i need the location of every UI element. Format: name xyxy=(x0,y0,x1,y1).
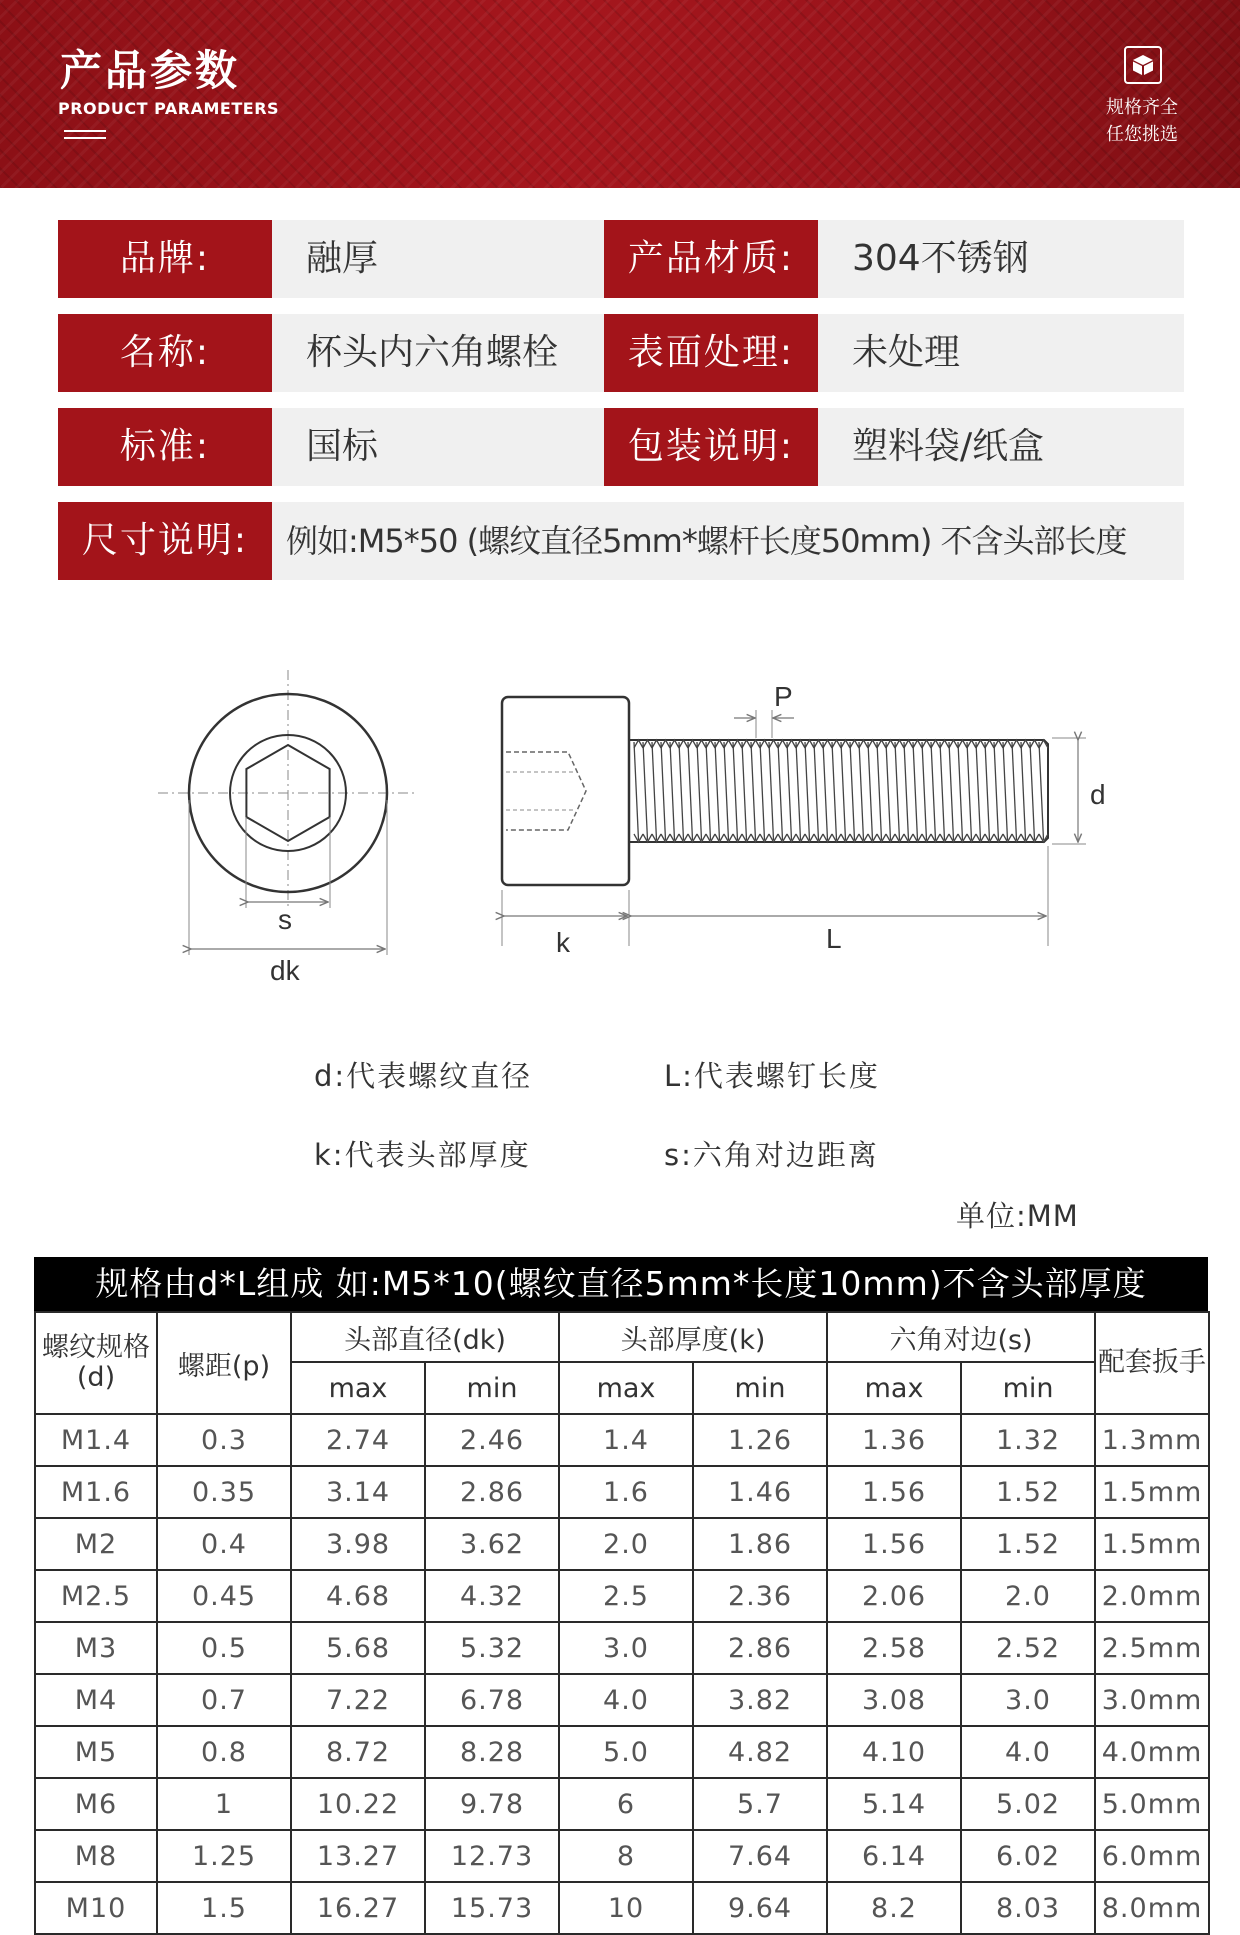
cell-thread: M4 xyxy=(35,1674,157,1726)
cell-head-thick-min: 3.82 xyxy=(693,1674,827,1726)
header-hex: 六角对边(s) xyxy=(827,1312,1095,1362)
cell-hex-max: 2.06 xyxy=(827,1570,961,1622)
cell-head-dia-max: 2.74 xyxy=(291,1414,425,1466)
packing-label: 包装说明: xyxy=(604,408,818,486)
legend-s: s:六角对边距离 xyxy=(664,1138,879,1172)
cell-head-thick-max: 5.0 xyxy=(559,1726,693,1778)
cell-hex-max: 1.56 xyxy=(827,1518,961,1570)
menu-lines-icon xyxy=(64,130,106,144)
cell-head-thick-max: 4.0 xyxy=(559,1674,693,1726)
label-P: P xyxy=(774,681,793,712)
cell-pitch: 0.45 xyxy=(157,1570,291,1622)
cell-head-thick-max: 10 xyxy=(559,1882,693,1934)
cube-icon xyxy=(1124,46,1162,84)
slogan: 规格齐全 任您挑选 xyxy=(1106,97,1178,145)
cell-wrench: 4.0mm xyxy=(1095,1726,1209,1778)
cell-hex-max: 6.14 xyxy=(827,1830,961,1882)
spec-table xyxy=(34,1311,1210,1935)
cell-pitch: 1.25 xyxy=(157,1830,291,1882)
cell-head-thick-min: 1.46 xyxy=(693,1466,827,1518)
cell-hex-min: 3.0 xyxy=(961,1674,1095,1726)
label-k: k xyxy=(556,927,570,958)
cell-thread: M5 xyxy=(35,1726,157,1778)
header-min: min xyxy=(693,1362,827,1414)
cell-head-thick-max: 6 xyxy=(559,1778,693,1830)
header-max: max xyxy=(559,1362,693,1414)
cell-hex-max: 8.2 xyxy=(827,1882,961,1934)
brand-value: 融厚 xyxy=(272,220,664,298)
legend-k: k:代表头部厚度 xyxy=(314,1138,531,1172)
cell-head-thick-max: 1.6 xyxy=(559,1466,693,1518)
bolt-side-view xyxy=(502,681,1106,958)
cell-wrench: 8.0mm xyxy=(1095,1882,1209,1934)
cell-hex-min: 2.0 xyxy=(961,1570,1095,1622)
header-max: max xyxy=(827,1362,961,1414)
material-label: 产品材质: xyxy=(604,220,818,298)
cell-head-dia-max: 16.27 xyxy=(291,1882,425,1934)
standard-label: 标准: xyxy=(58,408,272,486)
label-L: L xyxy=(826,923,842,954)
cell-pitch: 1 xyxy=(157,1778,291,1830)
cell-head-thick-min: 1.86 xyxy=(693,1518,827,1570)
packing-value: 塑料袋/纸盒 xyxy=(818,408,1184,486)
table-row xyxy=(35,1414,1209,1466)
cell-thread: M1.4 xyxy=(35,1414,157,1466)
cell-hex-max: 4.10 xyxy=(827,1726,961,1778)
cell-hex-min: 2.52 xyxy=(961,1622,1095,1674)
cell-head-thick-max: 8 xyxy=(559,1830,693,1882)
cell-wrench: 3.0mm xyxy=(1095,1674,1209,1726)
cell-hex-min: 5.02 xyxy=(961,1778,1095,1830)
cell-thread: M2 xyxy=(35,1518,157,1570)
cell-head-dia-min: 4.32 xyxy=(425,1570,559,1622)
cell-head-dia-max: 4.68 xyxy=(291,1570,425,1622)
table-row xyxy=(35,1882,1209,1934)
material-value: 304不锈钢 xyxy=(818,220,1184,298)
cell-head-thick-max: 1.4 xyxy=(559,1414,693,1466)
cell-wrench: 6.0mm xyxy=(1095,1830,1209,1882)
label-dk: dk xyxy=(270,955,300,986)
cell-wrench: 2.0mm xyxy=(1095,1570,1209,1622)
cell-pitch: 1.5 xyxy=(157,1882,291,1934)
table-caption: 规格由d*L组成 如:M5*10(螺纹直径5mm*长度10mm)不含头部厚度 xyxy=(34,1257,1208,1311)
legend-d: d:代表螺纹直径 xyxy=(314,1059,533,1093)
label-s: s xyxy=(278,904,292,935)
cell-wrench: 2.5mm xyxy=(1095,1622,1209,1674)
cell-head-dia-max: 10.22 xyxy=(291,1778,425,1830)
cell-hex-min: 6.02 xyxy=(961,1830,1095,1882)
header-head-dia: 头部直径(dk) xyxy=(291,1312,559,1362)
legend-L: L:代表螺钉长度 xyxy=(664,1059,880,1093)
cell-head-thick-min: 7.64 xyxy=(693,1830,827,1882)
cell-hex-min: 1.52 xyxy=(961,1466,1095,1518)
table-row xyxy=(35,1622,1209,1674)
cell-head-dia-min: 12.73 xyxy=(425,1830,559,1882)
head-top-view xyxy=(158,670,416,986)
cell-head-thick-min: 9.64 xyxy=(693,1882,827,1934)
cell-head-thick-min: 5.7 xyxy=(693,1778,827,1830)
cell-pitch: 0.8 xyxy=(157,1726,291,1778)
size-value: 例如:M5*50 (螺纹直径5mm*螺杆长度50mm) 不含头部长度 xyxy=(272,502,1184,580)
cell-hex-max: 1.36 xyxy=(827,1414,961,1466)
header-min: min xyxy=(961,1362,1095,1414)
header-wrench: 配套扳手 xyxy=(1095,1312,1209,1414)
brand-label: 品牌: xyxy=(58,220,272,298)
cell-thread: M6 xyxy=(35,1778,157,1830)
cell-pitch: 0.4 xyxy=(157,1518,291,1570)
cell-head-dia-min: 6.78 xyxy=(425,1674,559,1726)
cell-head-dia-min: 2.86 xyxy=(425,1466,559,1518)
cell-hex-min: 1.32 xyxy=(961,1414,1095,1466)
table-row xyxy=(35,1674,1209,1726)
cell-head-dia-min: 2.46 xyxy=(425,1414,559,1466)
bolt-dimension-diagram xyxy=(0,640,1240,1000)
header-pitch: 螺距(p) xyxy=(157,1312,291,1414)
cell-pitch: 0.35 xyxy=(157,1466,291,1518)
table-row xyxy=(35,1830,1209,1882)
cell-head-dia-max: 5.68 xyxy=(291,1622,425,1674)
header-head-thick: 头部厚度(k) xyxy=(559,1312,827,1362)
cell-head-thick-max: 2.5 xyxy=(559,1570,693,1622)
cell-hex-min: 8.03 xyxy=(961,1882,1095,1934)
table-row xyxy=(35,1570,1209,1622)
header-banner xyxy=(0,0,1240,188)
cell-head-dia-max: 13.27 xyxy=(291,1830,425,1882)
cell-head-thick-min: 4.82 xyxy=(693,1726,827,1778)
table-row xyxy=(35,1466,1209,1518)
cell-head-thick-min: 2.36 xyxy=(693,1570,827,1622)
cell-thread: M10 xyxy=(35,1882,157,1934)
cell-pitch: 0.3 xyxy=(157,1414,291,1466)
header-thread: 螺纹规格(d) xyxy=(35,1312,157,1414)
cell-head-dia-min: 5.32 xyxy=(425,1622,559,1674)
cell-head-thick-max: 2.0 xyxy=(559,1518,693,1570)
cell-head-dia-min: 15.73 xyxy=(425,1882,559,1934)
cell-wrench: 1.5mm xyxy=(1095,1466,1209,1518)
cell-head-thick-max: 3.0 xyxy=(559,1622,693,1674)
header-max: max xyxy=(291,1362,425,1414)
cell-head-dia-min: 8.28 xyxy=(425,1726,559,1778)
surface-value: 未处理 xyxy=(818,314,1184,392)
cell-head-dia-max: 7.22 xyxy=(291,1674,425,1726)
cell-pitch: 0.7 xyxy=(157,1674,291,1726)
cell-pitch: 0.5 xyxy=(157,1622,291,1674)
cell-head-dia-min: 3.62 xyxy=(425,1518,559,1570)
page-title: 产品参数 xyxy=(60,46,241,95)
cell-head-dia-max: 3.14 xyxy=(291,1466,425,1518)
surface-label: 表面处理: xyxy=(604,314,818,392)
unit-label: 单位:MM xyxy=(956,1199,1079,1233)
table-row xyxy=(35,1726,1209,1778)
cell-wrench: 1.5mm xyxy=(1095,1518,1209,1570)
cell-thread: M8 xyxy=(35,1830,157,1882)
cell-hex-max: 5.14 xyxy=(827,1778,961,1830)
name-label: 名称: xyxy=(58,314,272,392)
cell-thread: M2.5 xyxy=(35,1570,157,1622)
header-min: min xyxy=(425,1362,559,1414)
standard-value: 国标 xyxy=(272,408,604,486)
name-value: 杯头内六角螺栓 xyxy=(272,314,604,392)
cell-hex-max: 1.56 xyxy=(827,1466,961,1518)
cell-head-dia-max: 8.72 xyxy=(291,1726,425,1778)
table-row xyxy=(35,1778,1209,1830)
size-label: 尺寸说明: xyxy=(58,502,272,580)
cell-hex-min: 1.52 xyxy=(961,1518,1095,1570)
cell-head-thick-min: 1.26 xyxy=(693,1414,827,1466)
cell-thread: M3 xyxy=(35,1622,157,1674)
page-subtitle: PRODUCT PARAMETERS xyxy=(58,99,280,118)
label-d: d xyxy=(1090,779,1106,810)
cell-head-thick-min: 2.86 xyxy=(693,1622,827,1674)
spec-table-body xyxy=(35,1414,1209,1934)
cell-head-dia-min: 9.78 xyxy=(425,1778,559,1830)
cell-hex-min: 4.0 xyxy=(961,1726,1095,1778)
cell-hex-max: 2.58 xyxy=(827,1622,961,1674)
cell-wrench: 1.3mm xyxy=(1095,1414,1209,1466)
cell-head-dia-max: 3.98 xyxy=(291,1518,425,1570)
cell-thread: M1.6 xyxy=(35,1466,157,1518)
cell-wrench: 5.0mm xyxy=(1095,1778,1209,1830)
table-row xyxy=(35,1518,1209,1570)
cell-hex-max: 3.08 xyxy=(827,1674,961,1726)
